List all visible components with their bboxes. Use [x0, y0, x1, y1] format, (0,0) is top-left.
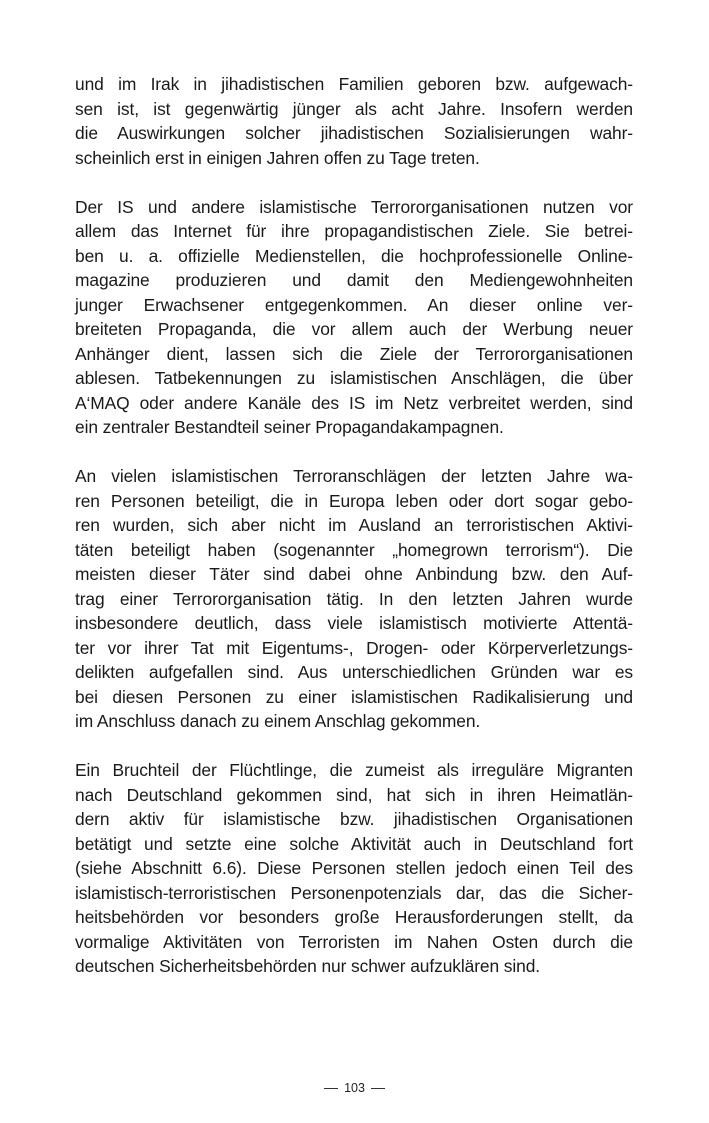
text-line: junger Erwachsener entgegenkommen. An dieser online ver-: [75, 294, 633, 315]
text-line: (siehe Abschnitt 6.6). Diese Personen stellen jedoch einen Teil des: [75, 858, 633, 878]
text-line: ter vor ihrer Tat mit Eigentums-, Drogen- oder Körperverletzungs-: [75, 637, 633, 658]
paragraph-3: [75, 464, 633, 734]
footer-dash-left: [324, 1088, 338, 1089]
text-line: nach Deutschland gekommen sind, hat sich in ihren Heimatlän-: [75, 784, 633, 805]
text-line: magazine produzieren und damit den Mediengewohnheiten: [75, 270, 633, 290]
text-line: An vielen islamistischen Terroranschlägen der letzten Jahre wa-: [75, 466, 633, 486]
text-line: heitsbehörden vor besonders große Herausforderungen stellt, da: [75, 907, 633, 927]
text-line: islamistisch-terroristischen Personenpotenzials dar, das die Sicher-: [75, 882, 633, 903]
text-line: ren wurden, sich aber nicht im Ausland an terroristischen Aktivi-: [75, 515, 633, 535]
text-line: die Auswirkungen solcher jihadistischen Sozialisierungen wahr-: [75, 123, 633, 143]
text-line: sen ist, ist gegenwärtig jünger als acht Jahre. Insofern werden: [75, 98, 633, 119]
text-line: trag einer Terrororganisation tätig. In den letzten Jahren wurde: [75, 588, 633, 609]
text-line: ren Personen beteiligt, die in Europa leben oder dort sogar gebo-: [75, 490, 633, 511]
text-line: scheinlich erst in einigen Jahren offen zu Tage treten.: [75, 147, 480, 168]
text-line: betätigt und setzte eine solche Aktivität auch in Deutschland fort: [75, 833, 633, 854]
text-line: A‘MAQ oder andere Kanäle des IS im Netz verbreitet werden, sind: [75, 392, 633, 413]
text-line: Anhänger dient, lassen sich die Ziele der Terrororganisationen: [75, 343, 633, 364]
paragraph-4: [75, 758, 633, 979]
text-line: allem das Internet für ihre propagandistischen Ziele. Sie betrei-: [75, 221, 633, 241]
text-line: und im Irak in jihadistischen Familien geboren bzw. aufgewach-: [75, 74, 633, 94]
paragraph-1: [75, 72, 633, 170]
paragraph-2: [75, 195, 633, 440]
text-line: bei diesen Personen zu einer islamistischen Radikalisierung und: [75, 686, 633, 707]
text-line: ablesen. Tatbekennungen zu islamistischen Anschlägen, die über: [75, 368, 633, 388]
page-number: 103: [344, 1081, 365, 1095]
text-line: ein zentraler Bestandteil seiner Propagandakampagnen.: [75, 417, 504, 437]
text-line: im Anschluss danach zu einem Anschlag gekommen.: [75, 711, 481, 731]
text-line: dern aktiv für islamistische bzw. jihadistischen Organisationen: [75, 809, 633, 829]
text-line: meisten dieser Täter sind dabei ohne Anbindung bzw. den Auf-: [75, 564, 633, 584]
text-line: Ein Bruchteil der Flüchtlinge, die zumeist als irreguläre Migranten: [75, 760, 633, 780]
text-line: breiteten Propaganda, die vor allem auch der Werbung neuer: [75, 319, 633, 339]
text-line: ben u. a. offizielle Medienstellen, die hochprofessionelle Online-: [75, 245, 633, 266]
footer-dash-right: [371, 1088, 385, 1089]
page-footer: [0, 1081, 709, 1095]
text-line: täten beteiligt haben (sogenannter „homegrown terrorism“). Die: [75, 539, 633, 560]
page-body: [75, 72, 633, 1003]
text-line: deutschen Sicherheitsbehörden nur schwer aufzuklären sind.: [75, 956, 540, 976]
text-line: Der IS und andere islamistische Terrororganisationen nutzen vor: [75, 196, 633, 217]
text-line: insbesondere deutlich, dass viele islamistisch motivierte Attentä-: [75, 613, 633, 633]
text-line: vormalige Aktivitäten von Terroristen im Nahen Osten durch die: [75, 931, 633, 952]
text-line: delikten aufgefallen sind. Aus unterschiedlichen Gründen war es: [75, 662, 633, 682]
